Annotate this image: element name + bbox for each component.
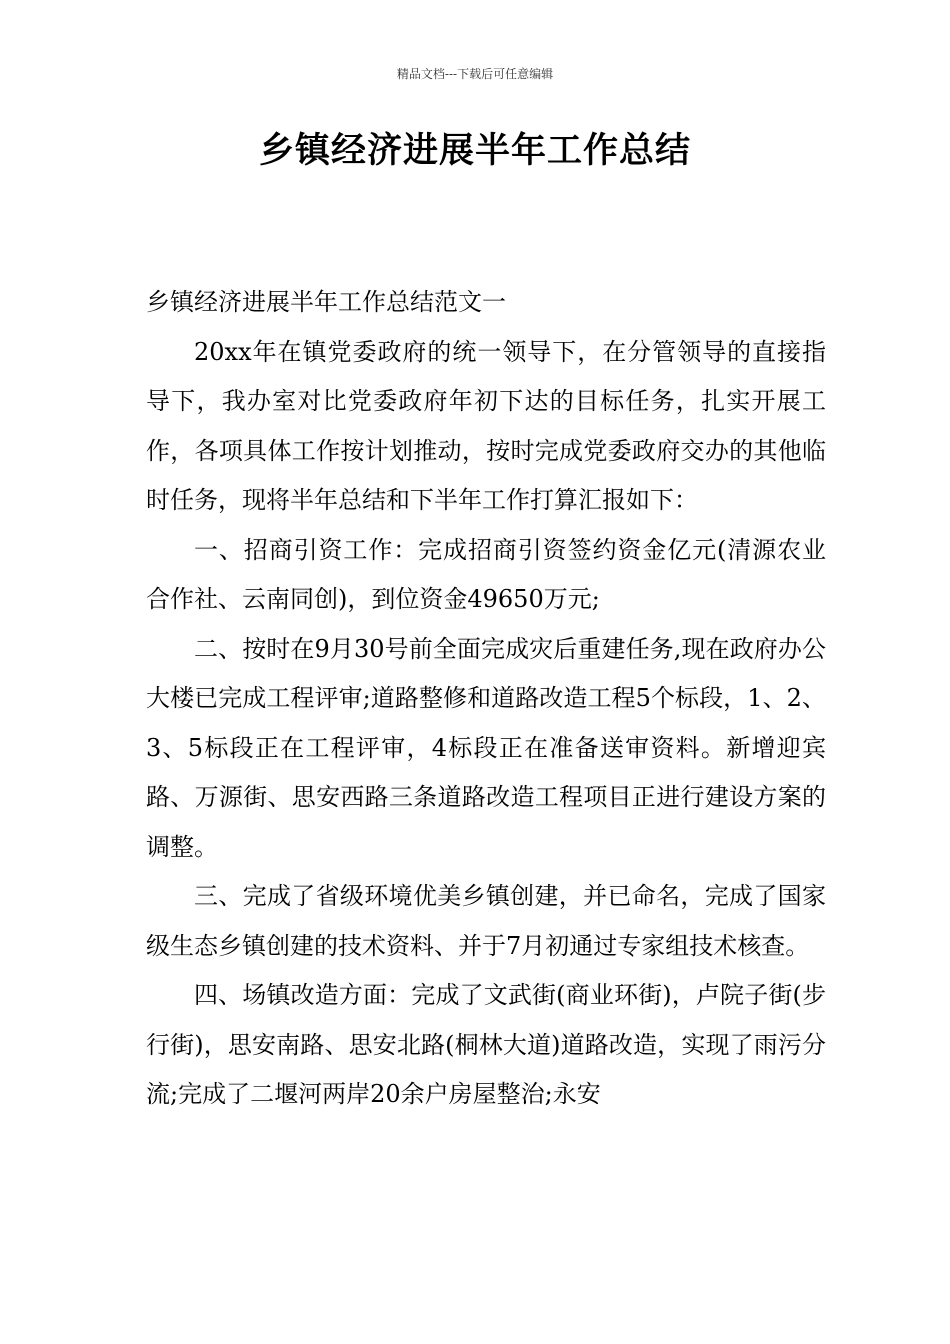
paragraph-town-renovation: 四、场镇改造方面：完成了文武街(商业环街)，卢院子街(步行街)，思安南路、思安北路(桐林大道)道路改造，实现了雨污分流;完成了二堰河两岸20余户房屋整治;永安 (146, 981, 826, 1108)
paragraph-reconstruction: 二、按时在9月30号前全面完成灾后重建任务,现在政府办公大楼已完成工程评审;道路整修和道路改造工程5个标段，1、2、3、5标段正在工程评审，4标段正在准备送审资料。新增迎宾路、万源街、思安西路三条道路改造工程项目正进行建设方案的调整。 (146, 634, 826, 861)
document-body (146, 278, 826, 1120)
paragraph-environment: 三、完成了省级环境优美乡镇创建，并已命名，完成了国家级生态乡镇创建的技术资料、并于7月初通过专家组技术核查。 (146, 882, 826, 960)
section-subtitle: 乡镇经济进展半年工作总结范文一 (146, 288, 506, 316)
paragraph-investment: 一、招商引资工作：完成招商引资签约资金亿元(清源农业合作社、云南同创)，到位资金49650万元; (146, 535, 826, 613)
document-title: 乡镇经济进展半年工作总结 (258, 131, 691, 171)
header-note: 精品文档---下载后可任意编辑 (396, 67, 554, 81)
paragraph-intro: 20xx年在镇党委政府的统一领导下，在分管领导的直接指导下，我办室对比党委政府年初下达的目标任务，扎实开展工作，各项具体工作按计划推动，按时完成党委政府交办的其他临时任务，现将半年总结和下半年工作打算汇报如下： (146, 337, 826, 514)
